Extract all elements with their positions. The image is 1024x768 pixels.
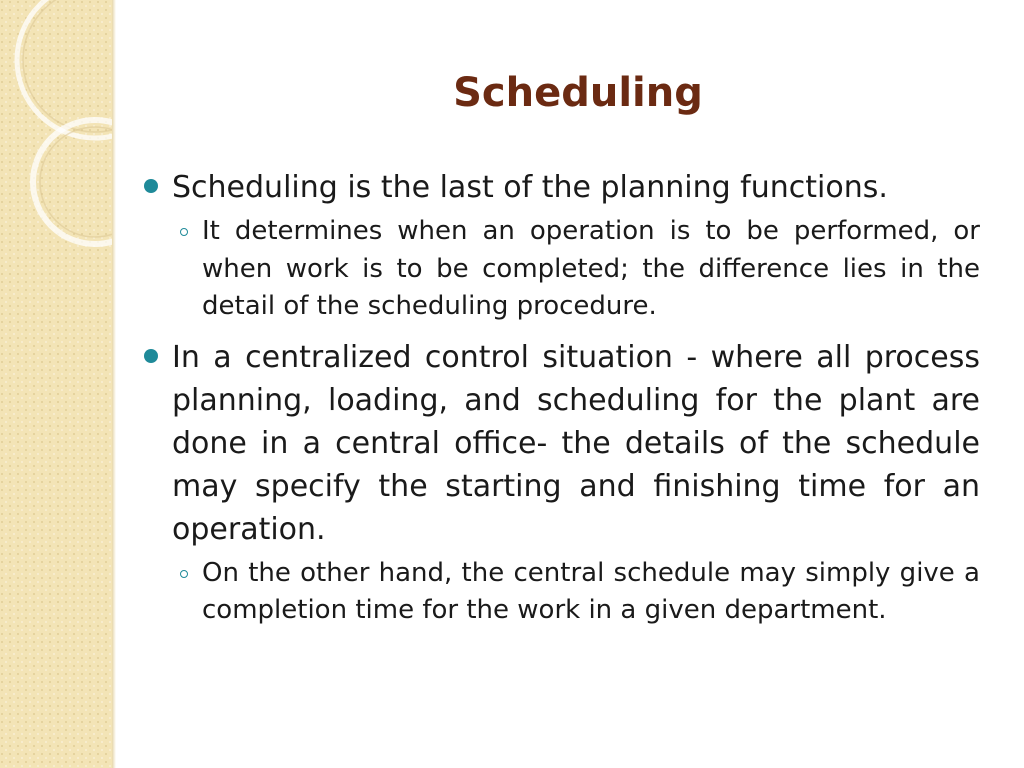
- decorative-circles: [0, 0, 112, 768]
- sub-bullet-item: [138, 555, 980, 630]
- slide-body: [138, 166, 980, 640]
- sub-bullet-ring-icon: [180, 228, 188, 236]
- bullet-text: In a centralized control situation - where all process planning, loading, and scheduling for the plant are done in a central office- the details of the schedule may specify the starting and finishing time for an operation.: [172, 339, 980, 547]
- bullet-item: [138, 336, 980, 551]
- sub-bullet-text: On the other hand, the central schedule may simply give a completion time for the work in a given department.: [202, 557, 980, 625]
- sub-bullet-item: [138, 213, 980, 326]
- decorative-side-panel: [0, 0, 112, 768]
- side-panel-edge: [112, 0, 116, 768]
- slide-title: Scheduling: [453, 70, 703, 116]
- bullet-text: Scheduling is the last of the planning functions.: [172, 170, 888, 205]
- sub-bullet-text: It determines when an operation is to be performed, or when work is to be completed; the difference lies in the detail of the scheduling procedure.: [202, 216, 980, 321]
- sub-bullet-ring-icon: [180, 570, 188, 578]
- bullet-dot-icon: [144, 349, 158, 363]
- bullet-dot-icon: [144, 179, 158, 193]
- bullet-item: [138, 166, 980, 209]
